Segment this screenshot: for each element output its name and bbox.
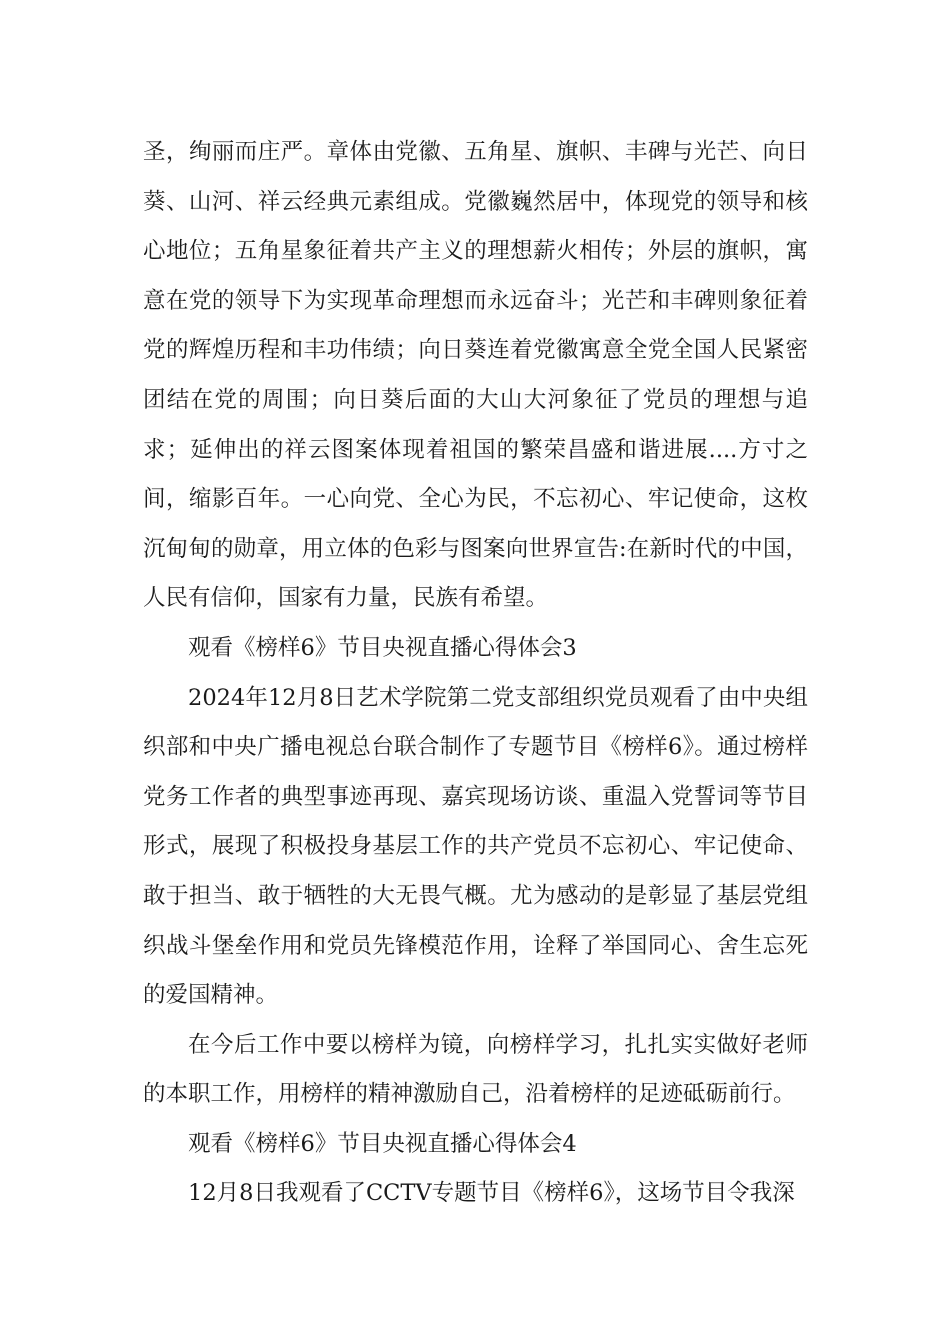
body-paragraph: 12月8日我观看了CCTV专题节目《榜样6》，这场节目令我深 bbox=[188, 1180, 795, 1207]
body-paragraph: 在今后工作中要以榜样为镜，向榜样学习，扎扎实实做好老师的本职工作，用榜样的精神激励自己，沿着榜样的足迹砥砺前行。 bbox=[143, 1031, 808, 1108]
body-paragraph: 2024年12月8日艺术学院第二党支部组织党员观看了由中央组织部和中央广播电视总台联合制作了专题节目《榜样6》。通过榜样党务工作者的典型事迹再现、嘉宾现场访谈、重温入党誓词等节目形式，展现了积极投身基层工作的共产党员不忘初心、牢记使命、敢于担当、敢于牺牲的大无畏气概。尤为感动的是彰显了基层党组织战斗堡垒作用和党员先锋模范作用，诠释了举国同心、舍生忘死的爱国精神。 bbox=[143, 684, 808, 1009]
body-paragraph: 圣，绚丽而庄严。章体由党徽、五角星、旗帜、丰碑与光芒、向日葵、山河、祥云经典元素组成。党徽巍然居中，体现党的领导和核心地位；五角星象征着共产主义的理想薪火相传；外层的旗帜，寓意在党的领导下为实现革命理想而永远奋斗；光芒和丰碑则象征着党的辉煌历程和丰功伟绩；向日葵连着党徽寓意全党全国人民紧密团结在党的周围；向日葵后面的大山大河象征了党员的理想与追求；延伸出的祥云图案体现着祖国的繁荣昌盛和谐进展....方寸之间，缩影百年。一心向党、全心为民，不忘初心、牢记使命，这枚沉甸甸的勋章，用立体的色彩与图案向世界宣告:在新时代的中国，人民有信仰，国家有力量，民族有希望。 bbox=[143, 139, 808, 612]
section-heading: 观看《榜样6》节目央视直播心得体会4 bbox=[188, 1130, 577, 1157]
section-heading: 观看《榜样6》节目央视直播心得体会3 bbox=[188, 634, 577, 661]
document-page bbox=[143, 128, 808, 1219]
